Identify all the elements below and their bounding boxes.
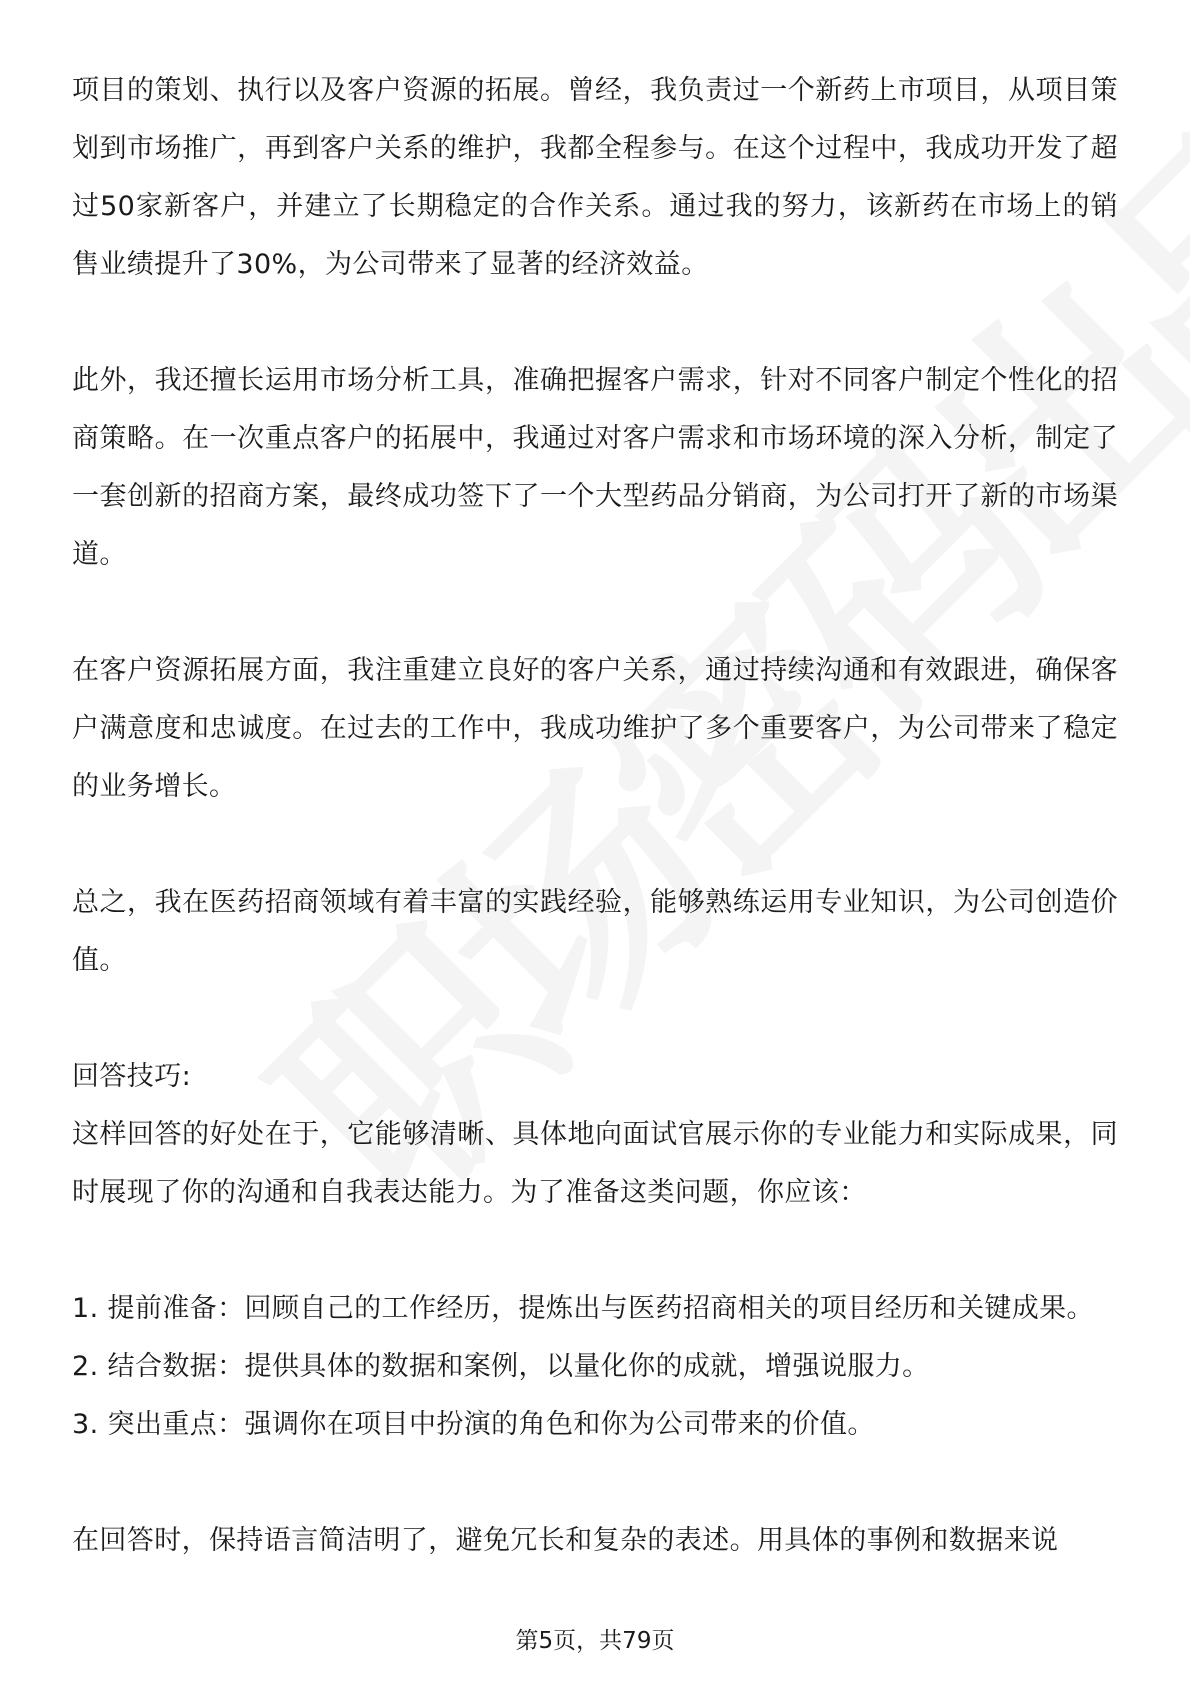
tips-list-item: 2. 结合数据：提供具体的数据和案例，以量化你的成就，增强说服力。 [72, 1351, 930, 1382]
paragraph-project-experience: 项目的策划、执行以及客户资源的拓展。曾经，我负责过一个新药上市项目，从项目策划到市场推广，再到客户关系的维护，我都全程参与。在这个过程中，我成功开发了超过50家新客户，并建立了长期稳定的合作关系。通过我的努力，该新药在市场上的销售业绩提升了30%，为公司带来了显著的经济效益。 [72, 75, 1118, 280]
tips-list-item: 1. 提前准备：回顾自己的工作经历，提炼出与医药招商相关的项目经历和关键成果。 [72, 1293, 1094, 1324]
tips-intro: 这样回答的好处在于，它能够清晰、具体地向面试官展示你的专业能力和实际成果，同时展现了你的沟通和自我表达能力。为了准备这类问题，你应该： [72, 1119, 1118, 1208]
document-body [72, 62, 1118, 1570]
tips-list-item: 3. 突出重点：强调你在项目中扮演的角色和你为公司带来的价值。 [72, 1409, 875, 1440]
paragraph-gap [72, 1454, 1118, 1512]
paragraph-summary: 总之，我在医药招商领域有着丰富的实践经验，能够熟练运用专业知识，为公司创造价值。 [72, 887, 1118, 976]
paragraph-market-analysis: 此外，我还擅长运用市场分析工具，准确把握客户需求，针对不同客户制定个性化的招商策略。在一次重点客户的拓展中，我通过对客户需求和市场环境的深入分析，制定了一套创新的招商方案，最终成功签下了一个大型药品分销商，为公司打开了新的市场渠道。 [72, 365, 1118, 570]
paragraph-gap [72, 294, 1118, 352]
page-number-footer: 第5页，共79页 [515, 1628, 675, 1654]
paragraph-gap [72, 584, 1118, 642]
tips-heading: 回答技巧: [72, 1061, 192, 1092]
paragraph-gap [72, 990, 1118, 1048]
paragraph-gap [72, 1222, 1118, 1280]
paragraph-client-relations: 在客户资源拓展方面，我注重建立良好的客户关系，通过持续沟通和有效跟进，确保客户满意度和忠诚度。在过去的工作中，我成功维护了多个重要客户，为公司带来了稳定的业务增长。 [72, 655, 1118, 802]
paragraph-gap [72, 816, 1118, 874]
paragraph-closing: 在回答时，保持语言简洁明了，避免冗长和复杂的表述。用具体的事例和数据来说 [72, 1525, 1059, 1556]
